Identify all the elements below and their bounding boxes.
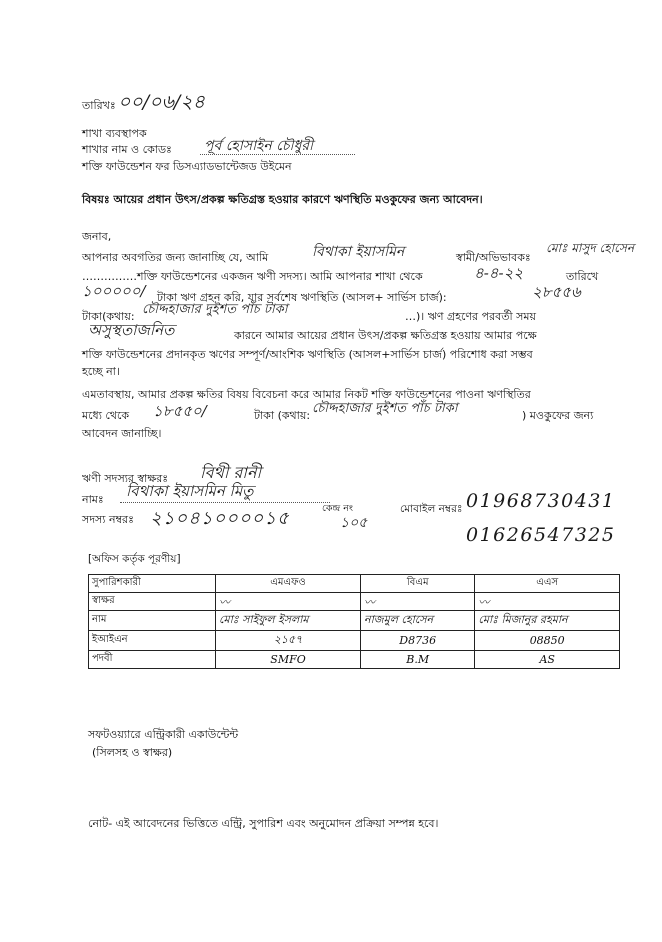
- member-name-label: নামঃ: [82, 493, 104, 506]
- loan-amount: ১০০০০০/: [82, 282, 146, 300]
- salutation: জনাব,: [82, 230, 112, 243]
- accountant-label: সফটওয়্যারে এন্ট্রিকারী একাউন্টেন্ট: [88, 728, 239, 741]
- header-cell: এমএফও: [216, 575, 361, 593]
- member-name-rule: [120, 502, 330, 503]
- signature-scribble-icon: 〰: [219, 595, 230, 609]
- signature-scribble-icon: 〰: [478, 595, 490, 609]
- para1-line2-b: তারিখে: [566, 270, 599, 283]
- para1-line4-a: টাকা(কথায়:: [82, 310, 135, 323]
- para1-line4-b: …)। ঋণ গ্রহণের পরবর্তী সময়: [405, 310, 536, 323]
- member-name: বিথাকা ইয়াসমিন মিতু: [126, 482, 254, 500]
- header-cell: বিএম: [361, 575, 475, 593]
- waiver-words: চৌদ্দহাজার দুইশত পাঁচ টাকা: [312, 401, 458, 416]
- row-label: নাম: [89, 611, 216, 631]
- designation-cell: SMFO: [216, 651, 361, 669]
- applicant-name: বিথাকা ইয়াসমিন: [312, 244, 405, 260]
- subject-line: বিষয়ঃ আয়ের প্রধান উৎস/প্রকল্প ক্ষতিগ্রস্ত হওয়ার কারণে ঋণস্থিতি মওকুফের জন্য আবেদন।: [82, 193, 483, 206]
- member-signature-label: ঋণী সদস্যর স্বাক্ষরঃ: [82, 472, 169, 485]
- branch-name-rule: [200, 154, 355, 155]
- mobile-number-2: 01626547325: [466, 524, 616, 546]
- para1-line7: হচ্ছে না।: [82, 365, 120, 378]
- header-cell: এএস: [475, 575, 620, 593]
- mobile-number-1: 01968730431: [466, 490, 616, 512]
- table-row: [89, 593, 620, 611]
- table-row: [89, 651, 620, 669]
- mobile-label: মোবাইল নম্বরঃ: [400, 503, 463, 515]
- signature-scribble-icon: 〰: [364, 595, 376, 609]
- row-label: ইআইএন: [89, 631, 216, 651]
- branch-manager-label: শাখা ব্যবস্থাপক: [82, 127, 147, 140]
- para2-line3: আবেদন জানাচ্ছি।: [82, 427, 162, 440]
- para2-line2-c: ) মওকুফের জন্য: [522, 409, 594, 422]
- para1-line5-a: কারনে আমার আয়ের প্রধান উৎস/প্রকল্প ক্ষতিগ্রস্ত হওয়ায় আমার পক্ষে: [234, 329, 537, 342]
- table-row: [89, 575, 620, 593]
- name-cell: মোঃ মিজানুর রহমান: [475, 611, 620, 631]
- loan-date: ৪-৪-২২: [474, 264, 524, 282]
- ein-cell: D8736: [361, 631, 475, 651]
- office-table: [88, 574, 620, 669]
- para2-line2-b: টাকা (কথায়:: [254, 409, 311, 422]
- para1-line2-a: ……………শক্তি ফাউন্ডেশনের একজন ঋণী সদস্য। আমি আপনার শাখা থেকে: [82, 270, 423, 283]
- para1-line1-b: স্বামী/অভিভাবকঃ: [456, 251, 531, 264]
- ein-cell: 08850: [475, 631, 620, 651]
- reason: অসুস্থতাজনিত: [88, 321, 175, 339]
- member-signature: বিথী রানী: [200, 463, 262, 482]
- member-number: ২১০৪১০০০০১৫: [150, 508, 290, 529]
- designation-cell: B.M: [361, 651, 475, 669]
- table-row: [89, 611, 620, 631]
- waiver-amount: ১৮৫৫০/: [153, 402, 207, 420]
- org-name: শক্তি ফাউন্ডেশন ফর ডিসএ্যাডভান্টেজড উইমেন: [82, 160, 292, 173]
- ein-cell: ২১৫৭: [216, 631, 361, 651]
- para1-line1-a: আপনার অবগতির জন্য জানাচ্ছি যে, আমি: [82, 251, 269, 264]
- center-value: ১০৫: [340, 515, 368, 531]
- signature-cell: [475, 593, 620, 611]
- para1-line6: শক্তি ফাউন্ডেশনের প্রদানকৃত ঋণের সম্পূর্ণ/আংশিক ঋণস্থিতি (আসল+সার্ভিস চার্জ) পরিশোধ করা সম্ভব: [82, 348, 533, 361]
- branch-name-label: শাখার নাম ও কোডঃ: [82, 143, 172, 156]
- table-row: [89, 631, 620, 651]
- signature-cell: [216, 593, 361, 611]
- para1-line3-a: টাকা ঋণ গ্রহন করি, যার সর্বশেষ ঋণস্থিতি (আসল+ সার্ভিস চার্জ):: [157, 291, 447, 304]
- name-cell: মোঃ সাইফুল ইসলাম: [216, 611, 361, 631]
- branch-name-value: পূর্ব হোসাইন চৌধুরী: [204, 138, 314, 154]
- guardian-name: মোঃ মাসুদ হোসেন: [546, 241, 634, 255]
- office-section-label: [অফিস কর্তৃক পূরণীয়]: [88, 553, 181, 565]
- para2-line2-a: মধ্যে থেকে: [82, 409, 130, 422]
- date-value: ০০/০৬/২৪: [118, 91, 205, 113]
- para2-line1: এমতাবস্থায়, আমার প্রকল্প ক্ষতির বিষয় বিবেচনা করে আমার নিকট শক্তি ফাউন্ডেশনের পাওনা ঋণস্থিতির: [82, 388, 531, 401]
- center-label: কেন্দ্র নং: [322, 503, 353, 514]
- outstanding-amount: ২৮৫৫৬: [532, 283, 581, 301]
- footer-note: নোট- এই আবেদনের ভিত্তিতে এন্ট্রি, সুপারিশ এবং অনুমোদন প্রক্রিয়া সম্পন্ন হবে।: [88, 817, 439, 830]
- name-cell: নাজমুল হোসেন: [361, 611, 475, 631]
- row-label: পদবী: [89, 651, 216, 669]
- accountant-seal-label: (সিলসহ ও স্বাক্ষর): [92, 746, 173, 759]
- outstanding-words: চৌদ্দহাজার দুইশত পাঁচ টাকা: [142, 302, 288, 317]
- member-number-label: সদস্য নম্বরঃ: [82, 513, 134, 526]
- date-label: তারিখঃ: [82, 99, 116, 112]
- designation-cell: AS: [475, 651, 620, 669]
- header-cell: সুপারিশকারী: [89, 575, 216, 593]
- signature-cell: [361, 593, 475, 611]
- row-label: স্বাক্ষর: [89, 593, 216, 611]
